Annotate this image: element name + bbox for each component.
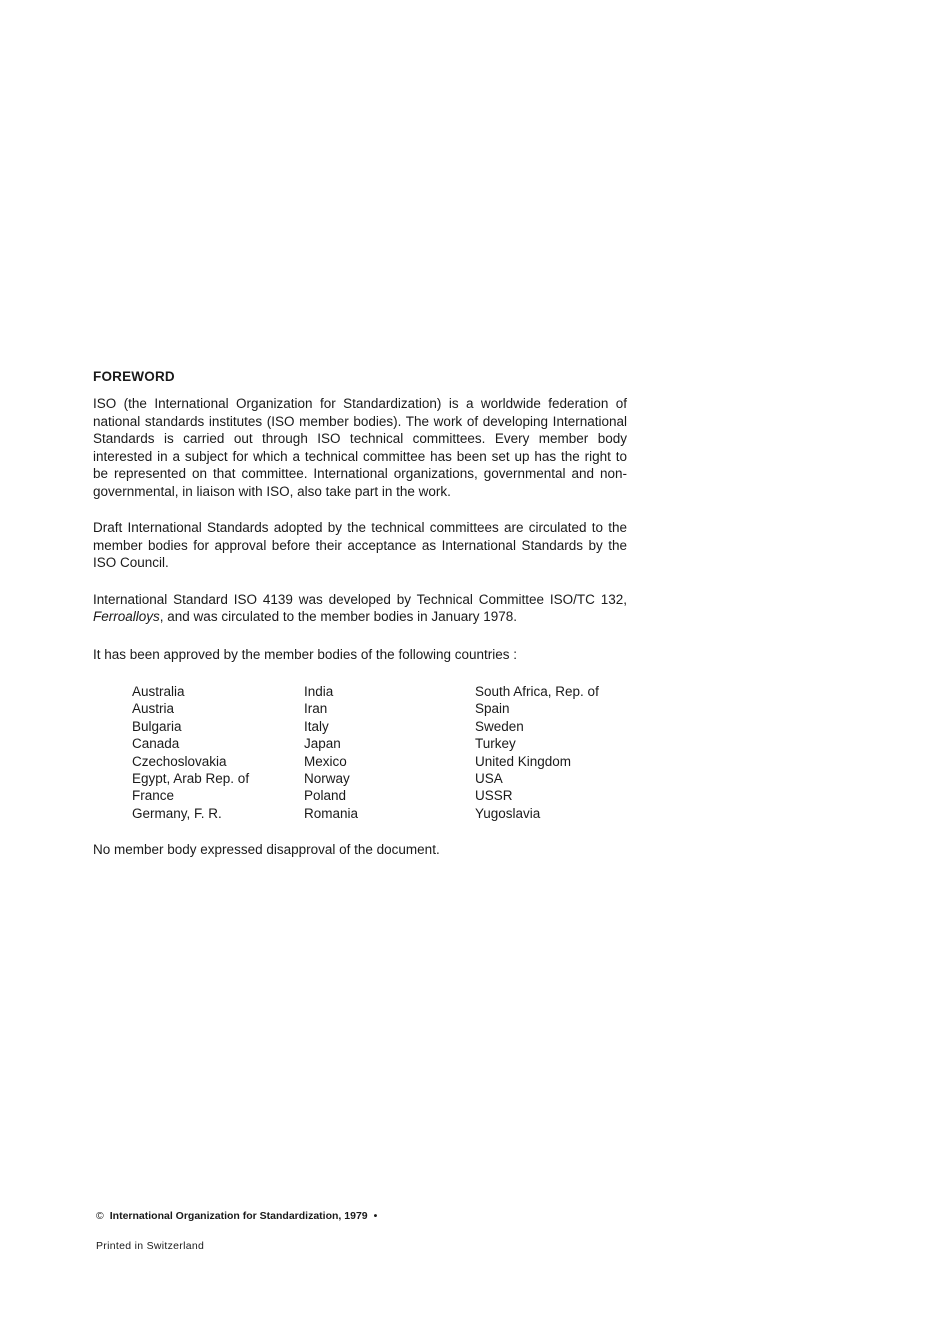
foreword-paragraph-standard-info <box>93 591 627 626</box>
country-item: India <box>304 684 334 699</box>
committee-name: Ferroalloys <box>93 609 160 624</box>
country-item: Japan <box>304 736 341 752</box>
foreword-paragraph-approval: It has been approved by the member bodies of the following countries : <box>93 646 518 662</box>
page-footer <box>96 1209 377 1253</box>
country-item: Egypt, Arab Rep. of <box>132 771 250 787</box>
country-item: Germany, F. R. <box>132 805 222 821</box>
country-item: Italy <box>304 718 329 734</box>
country-item: France <box>132 788 175 804</box>
countries-column-3 <box>475 683 666 822</box>
bullet-icon: • <box>373 1210 378 1222</box>
printed-location: Printed in Switzerland <box>96 1240 205 1252</box>
country-item: Czechoslovakia <box>132 753 227 769</box>
country-item: Yugoslavia <box>475 805 541 821</box>
foreword-heading: FOREWORD <box>93 369 175 384</box>
country-item: Norway <box>304 771 350 787</box>
country-item: South Africa, Rep. of <box>475 684 599 699</box>
countries-column-2 <box>304 683 475 822</box>
countries-column-1 <box>132 683 304 822</box>
country-item: Bulgaria <box>132 718 182 734</box>
copyright-line <box>96 1209 377 1223</box>
copyright-text: International Organization for Standardization, 1979 <box>109 1210 368 1222</box>
foreword-paragraph-iso-intro: ISO (the International Organization for Standardization) is a worldwide federation of national standards institutes (ISO member bodies). The work of developing International Standards is carried out through ISO technical committees. Every member body interested in a subject for which a technical committee has been set up has the right to be represented on that committee. International organizations, governmental and non-governmental, in liaison with ISO, also take part in the work. <box>93 396 627 499</box>
country-item: Mexico <box>304 753 347 769</box>
standard-info-text-end: , and was circulated to the member bodies in January 1978. <box>159 609 517 624</box>
foreword-paragraph-drafts: Draft International Standards adopted by the technical committees are circulated to the member bodies for approval before their acceptance as International Standards by the ISO Council. <box>93 520 627 570</box>
country-item: USSR <box>475 788 513 804</box>
country-item: United Kingdom <box>475 753 572 769</box>
copyright-icon: © <box>96 1210 104 1222</box>
country-item: USA <box>475 771 503 787</box>
country-item: Romania <box>304 805 359 821</box>
foreword-section <box>93 368 627 859</box>
country-item: Canada <box>132 736 180 752</box>
country-item: Poland <box>304 788 347 804</box>
country-item: Spain <box>475 701 510 717</box>
country-item: Iran <box>304 701 328 717</box>
standard-info-text: International Standard ISO 4139 was developed by Technical Committee ISO/TC 132, <box>93 591 627 607</box>
country-item: Sweden <box>475 718 524 734</box>
country-item: Turkey <box>475 736 516 752</box>
country-item: Australia <box>132 684 185 699</box>
country-item: Austria <box>132 701 175 717</box>
countries-list <box>132 683 627 822</box>
foreword-paragraph-no-disapproval: No member body expressed disapproval of the document. <box>93 842 440 858</box>
